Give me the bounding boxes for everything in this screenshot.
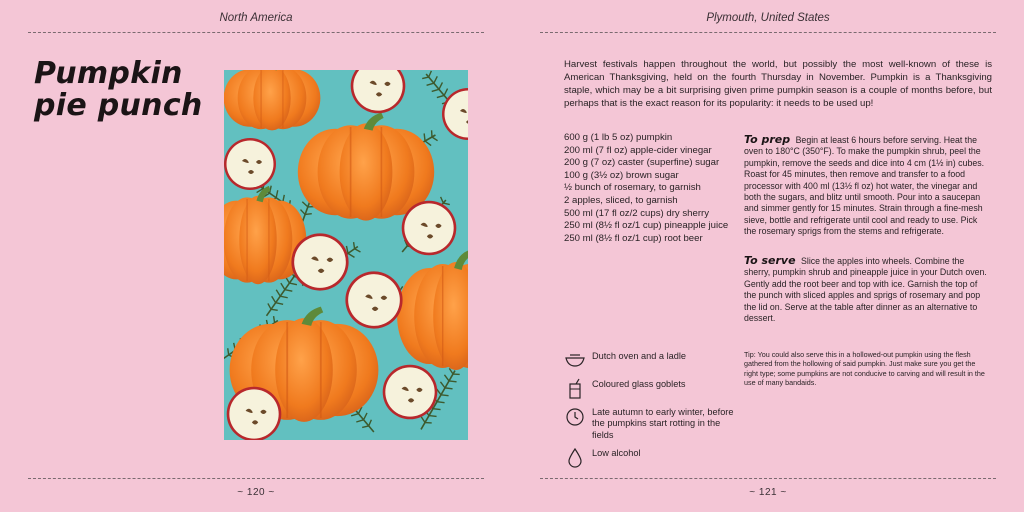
bowl-icon [564, 350, 586, 372]
drop-icon [564, 447, 586, 469]
ingredient-list [564, 132, 739, 245]
glass-icon [564, 378, 586, 400]
running-head-left: North America [219, 12, 293, 24]
running-head-right: Plymouth, United States [706, 12, 830, 24]
note-text: Low alcohol [592, 448, 641, 459]
ingredient-item: 200 g (7 oz) caster (superfine) sugar [564, 157, 720, 169]
note-text: Dutch oven and a ladle [592, 351, 686, 361]
intro-paragraph: Harvest festivals happen throughout the world, but possibly the most well-known of these is American Thanksgiving, held on the fourth Thursday in November. Pumpkin is a Thanksgiving staple, which may be a bit surprising given prime pumpkin season is a couple of months before, but perhaps that is the exact reason for its popularity: it needs to be used up! [564, 59, 992, 109]
right-page [512, 0, 1024, 512]
serving-notes [564, 350, 734, 475]
footer-rule-left [28, 478, 484, 479]
pumpkin-apple-illustration [224, 70, 468, 440]
tip-text: Tip: You could also serve this in a hollowed-out pumpkin using the flesh gathered from the hollowing of said pumpkin. Just make sure you get the right type; some pumpkins are not conducive to carving and will result in the use of many bandaids. [744, 350, 985, 388]
serve-section [744, 255, 990, 324]
page-number-left: ~ 120 ~ [237, 487, 275, 498]
note-text: Late autumn to early winter, before the pumpkins start rotting in the fields [592, 407, 734, 440]
clock-icon [564, 406, 586, 428]
note-season [564, 406, 734, 441]
ingredient-item: ½ bunch of rosemary, to garnish [564, 182, 701, 194]
serve-text: Slice the apples into wheels. Combine the sherry, pumpkin shrub and pineapple juice in your Dutch oven. Gently add the root beer and top with ice. Garnish the top of the punch with sliced apples and sprigs of rosemary and pop the lid on. Serve at the table after dinner as an alternative to dessert. [744, 256, 987, 324]
header-rule-left [28, 32, 484, 33]
note-equipment [564, 350, 734, 372]
note-text: Coloured glass goblets [592, 379, 686, 389]
prep-section [744, 134, 990, 238]
prep-heading: To prep [744, 133, 791, 146]
ingredient-item: 2 apples, sliced, to garnish [564, 194, 678, 206]
recipe-title: Pumpkin pie punch [34, 56, 203, 123]
page-number-right: ~ 121 ~ [749, 487, 787, 498]
ingredient-item: 100 g (3½ oz) brown sugar [564, 169, 679, 181]
header-rule-right [540, 32, 996, 33]
ingredient-item: 250 ml (8½ fl oz/1 cup) pineapple juice [564, 220, 729, 232]
ingredient-item: 500 ml (17 fl oz/2 cups) dry sherry [564, 207, 710, 219]
ingredient-item: 250 ml (8½ fl oz/1 cup) root beer [564, 232, 703, 244]
ingredient-item: 600 g (1 lb 5 oz) pumpkin [564, 132, 673, 143]
ingredient-item: 200 ml (7 fl oz) apple-cider vinegar [564, 144, 712, 156]
prep-text: Begin at least 6 hours before serving. Heat the oven to 180°C (350°F). To make the pumpkin shrub, peel the pumpkin, remove the seeds and dice into 4 cm (1½ in) cubes. Roast for 45 minutes, then remove and transfer to a food processor with 400 ml (13½ fl oz) hot water, the vinegar and both the sugars, and blitz until smooth. Pour into a saucepan and simmer gently for 15 minutes. Strain through a fine-mesh sieve, bottle and refrigerate until cool and ready to use. Pick the rosemary sprigs from the stems and refrigerate. [744, 135, 985, 237]
note-alcohol [564, 447, 734, 469]
footer-rule-right [540, 478, 996, 479]
serve-heading: To serve [744, 254, 796, 267]
note-glassware [564, 378, 734, 400]
